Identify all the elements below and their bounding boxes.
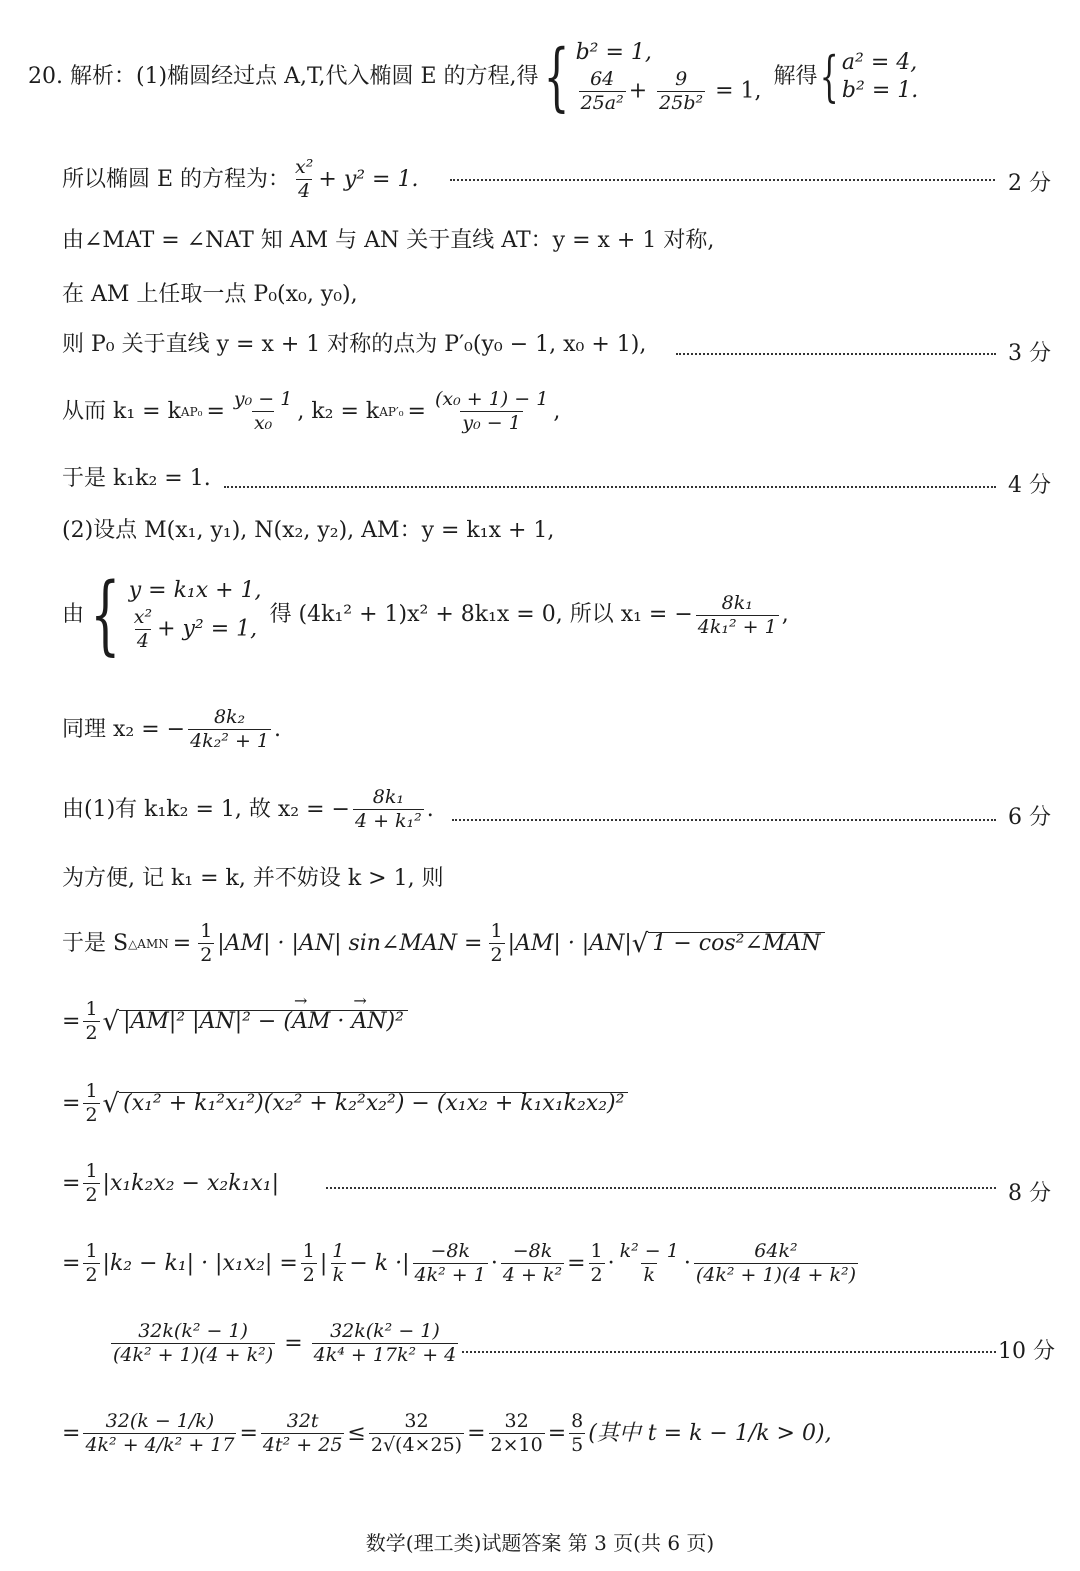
system1-row2: $\frac{64}{\text{25a²}}$ + $\frac{9}{\text{25b²}}$ = 1,: [580, 67, 762, 114]
leader-dots: [326, 1186, 996, 1189]
area-bound-line: = $\frac{32(k - 1/k)}{\text{4k² + 4/k² + 17}}$ = $\frac{32t}{\text{4t² + 25}}$ ≤ $\frac{32}{2√(4\times 25)}$ = $\frac{32}{2\times 10}$ = $\frac{8}{5}$ (其中 t = k − 1/k > 0),: [62, 1410, 832, 1456]
area-expansion-5: $\frac{\text{32k(k² − 1)}}{\text{(4k² + 1)(4 + k²)}}$ = $\frac{\text{32k(k² − 1)}}{\text{4k⁴ + 17k² + 4}}$: [113, 1320, 457, 1366]
leader-dots: [676, 352, 996, 355]
reflection-line: 则 P₀ 关于直线 y = x + 1 对称的点为 P′₀(y₀ − 1, x₀ + 1),: [62, 332, 647, 357]
product-line: 于是 k₁k₂ = 1.: [62, 466, 211, 491]
score-3: 3 分: [1008, 341, 1051, 366]
leader-dots: [224, 485, 996, 488]
score-8: 8 分: [1008, 1181, 1051, 1206]
equation-system-1: [575, 39, 762, 114]
system-solve-line: 由 { y = k₁x + 1, $\frac{\text{x²}}{4}$ + y² = 1, 得 (4k₁² + 1)x² + 8k₁x = 0, 所以 x₁ = − $\frac{\text{8k₁}}{\text{4k₁² + 1}}$ ,: [62, 565, 789, 665]
system1-row1: b² = 1,: [575, 39, 652, 65]
equation-system-2: a² = 4, b² = 1.: [841, 50, 919, 103]
area-line: 于是 S △AMN = $\frac{1}{2}$ |AM| · |AN| sin∠MAN = $\frac{1}{2}$ |AM| · |AN| √ 1 − cos²∠MAN: [62, 922, 825, 965]
area-expansion-1: = $\frac{1}{2}$ √ |AM|² |AN|² − (→ AM · → AN)²: [62, 1000, 408, 1043]
header-text: 20. 解析：(1)椭圆经过点 A,T,代入椭圆 E 的方程,得: [28, 64, 539, 89]
leader-dots: [452, 818, 996, 821]
score-6: 6 分: [1008, 805, 1051, 830]
area-expansion-4: = $\frac{1}{2}$ |k₂ − k₁| · |x₁x₂| = $\frac{1}{2}$ | $\frac{1}{k}$ − k · | $\frac{-8k}{\text{4k² + 1}}$ · $\frac{-8k}{\text{4 + k²}}$ = $\frac{1}{2}$ · $\frac{\text{k² − 1}}{k}$ · $\frac{\text{64k²}}{\text{(4k² + 1)(4 + k²)}}$: [62, 1240, 857, 1286]
ellipse-equation-line: 所以椭圆 E 的方程为： $\frac{\text{x²}}{4}$ + y² = 1.: [62, 156, 419, 202]
left-brace: {: [543, 34, 569, 120]
symmetry-line: 由∠MAT = ∠NAT 知 AM 与 AN 关于直线 AT：y = x + 1 对称,: [62, 228, 715, 253]
leader-dots: [450, 178, 995, 181]
area-expansion-2: = $\frac{1}{2}$ √ (x₁² + k₁²x₁²)(x₂² + k₂²x₂²) − (x₁x₂ + k₁x₁k₂x₂)²: [62, 1082, 628, 1125]
area-expansion-3: = $\frac{1}{2}$ |x₁k₂x₂ − x₂k₁x₁|: [62, 1160, 279, 1206]
left-brace-2: {: [819, 45, 839, 108]
solve-word: 解得: [773, 64, 818, 89]
score-4: 4 分: [1008, 473, 1051, 498]
point-line: 在 AM 上任取一点 P₀(x₀, y₀),: [62, 282, 358, 307]
problem-header: [28, 34, 919, 120]
score-10: 10 分: [998, 1339, 1055, 1364]
page-footer: 数学(理工类)试题答案 第 3 页(共 6 页): [365, 1531, 715, 1555]
similarly-line: 同理 x₂ = − $\frac{\text{8k₂}}{\text{4k₂² + 1}}$ .: [62, 706, 282, 752]
x2-line: 由(1)有 k₁k₂ = 1, 故 x₂ = − $\frac{\text{8k₁}}{\text{4 + k₁²}}$ .: [62, 786, 434, 832]
leader-dots: [462, 1350, 996, 1353]
score-2: 2 分: [1008, 171, 1051, 196]
convenience-line: 为方便, 记 k₁ = k, 并不妨设 k > 1, 则: [62, 866, 444, 891]
slope-line: 从而 k₁ = k AP₀ = $\frac{\text{y₀ − 1}}{\text{x₀}}$ , k₂ = k AP′₀ = $\frac{\text{(x₀ + 1) − 1}}{\text{y₀ − 1}}$ ,: [62, 388, 561, 434]
part2-setup-line: (2)设点 M(x₁, y₁), N(x₂, y₂), AM：y = k₁x + 1,: [62, 518, 555, 543]
